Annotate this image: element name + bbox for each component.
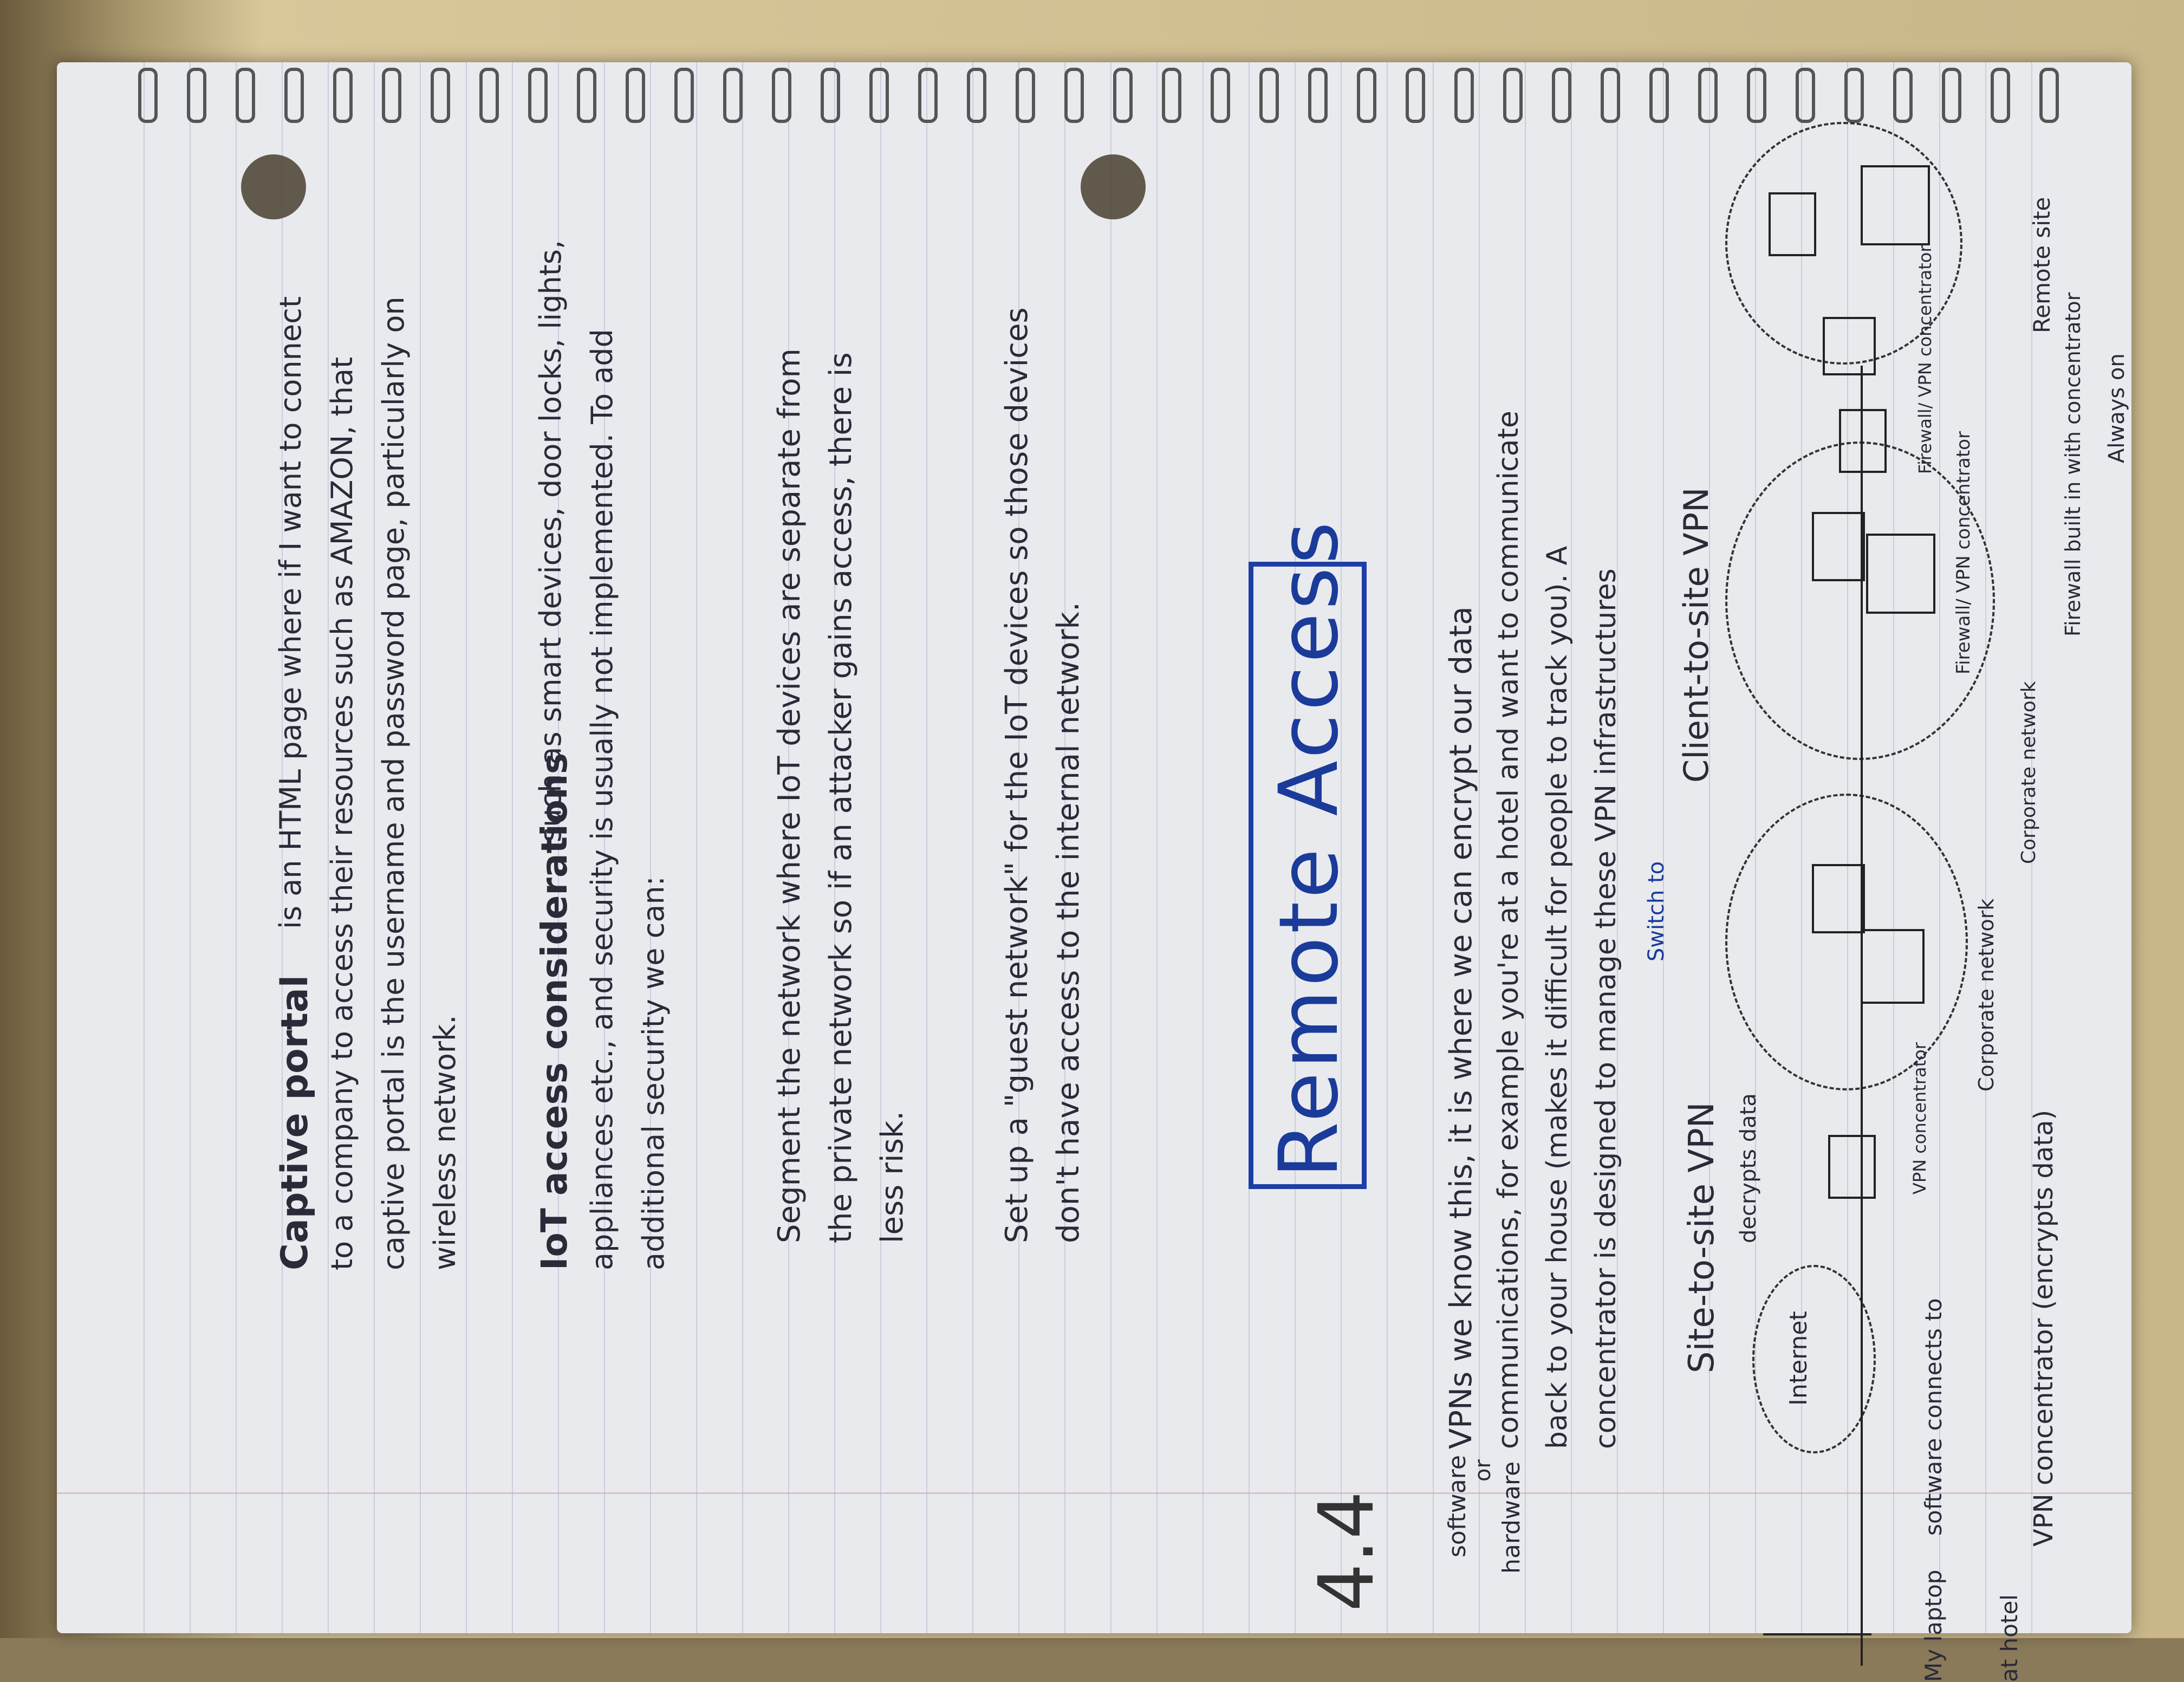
vpn-line2: communications, for example you're at a hotel and want to communicate bbox=[1492, 411, 1525, 1449]
internet-label: Internet bbox=[1785, 1311, 1812, 1406]
software-connects-label: software connects to bbox=[1920, 1298, 1947, 1536]
section-number: 4.4 bbox=[1303, 1491, 1391, 1612]
vpn-margin-software: software bbox=[1444, 1455, 1471, 1557]
firewall-vpn-label-2: Firewall/ VPN concentrator bbox=[1915, 245, 1935, 474]
firewall-icon bbox=[1823, 317, 1876, 375]
switch-to-label: Switch to bbox=[1644, 861, 1669, 962]
punch-hole bbox=[241, 154, 306, 219]
vpn-concentrator-note: VPN concentrator (encrypts data) bbox=[2029, 1109, 2059, 1547]
firewall-icon bbox=[1839, 409, 1887, 473]
internet-cloud bbox=[1752, 1265, 1876, 1453]
captive-portal-term: Captive portal bbox=[274, 975, 316, 1270]
corporate-cloud-left bbox=[1725, 794, 1968, 1090]
my-laptop-label: My laptop bbox=[1920, 1569, 1947, 1682]
notebook-page bbox=[57, 62, 2131, 1682]
iot-term: IoT access considerations bbox=[534, 752, 575, 1270]
vpn-margin-hardware: hardware bbox=[1498, 1461, 1525, 1574]
firewall-vpn-label-1: Firewall/ VPN concentrator bbox=[1953, 431, 1974, 674]
vpn-margin-or: or bbox=[1471, 1459, 1496, 1482]
corporate-network-right-label: Corporate network bbox=[2018, 681, 2040, 864]
client-to-site-heading: Client-to-site VPN bbox=[1676, 487, 1716, 783]
remote-site-label: Remote site bbox=[2029, 197, 2055, 333]
decrypts-label: decrypts data bbox=[1736, 1093, 1761, 1243]
iot-line2: appliances etc., and security is usually not implemented. To add bbox=[585, 329, 619, 1270]
server-icon bbox=[1812, 864, 1865, 933]
punch-hole bbox=[1081, 154, 1146, 219]
captive-portal-line1: is an HTML page where if I want to connect bbox=[274, 296, 308, 929]
laptop-link-line bbox=[1763, 1633, 1871, 1635]
captive-portal-line4: wireless network. bbox=[428, 1015, 462, 1270]
site-to-site-heading: Site-to-site VPN bbox=[1682, 1102, 1722, 1373]
vpn-line1: VPNs we know this, it is where we can encrypt our data bbox=[1444, 606, 1479, 1449]
bullet2-line2: don't have access to the internal network. bbox=[1051, 602, 1086, 1243]
at-hotel-label: at hotel bbox=[1996, 1594, 2023, 1682]
server-icon bbox=[1769, 192, 1816, 256]
vpn-concentrator-box bbox=[1828, 1135, 1876, 1199]
bullet1-line3: less risk. bbox=[875, 1110, 910, 1243]
margin-line bbox=[57, 1492, 2131, 1494]
always-on-label: Always on bbox=[2104, 353, 2129, 463]
vpn-line4: concentrator is designed to manage these VPN infrastructures bbox=[1590, 568, 1622, 1449]
server-icon bbox=[1861, 929, 1925, 1004]
spiral-binding bbox=[138, 62, 2088, 122]
firewall-built-in-label: Firewall built in with concentrator bbox=[2061, 292, 2085, 637]
server-icon bbox=[1812, 512, 1865, 581]
server-icon bbox=[1866, 534, 1935, 614]
bullet2-line1: Set up a "guest network" for the IoT devices so those devices bbox=[999, 307, 1035, 1243]
iot-line3: additional security we can: bbox=[636, 876, 671, 1270]
captive-portal-line3: captive portal is the username and password page, particularly on bbox=[376, 296, 411, 1270]
vpn-line3: back to your house (makes it difficult for people to track you). A bbox=[1541, 545, 1574, 1449]
section-title: Remote Access bbox=[1262, 518, 1356, 1178]
captive-portal-line2: to a company to access their resources such as AMAZON, that bbox=[325, 356, 359, 1270]
iot-line1: such as smart devices, door locks, lights, bbox=[534, 239, 568, 842]
corporate-network-left-label: Corporate network bbox=[1974, 898, 1998, 1092]
bullet1-line1: Segment the network where IoT devices are separate from bbox=[772, 348, 807, 1243]
bullet1-line2: the private network so if an attacker gains access, there is bbox=[823, 352, 859, 1243]
vpn-concentrator-label: VPN concentrator bbox=[1909, 1042, 1930, 1194]
server-icon bbox=[1861, 165, 1930, 245]
